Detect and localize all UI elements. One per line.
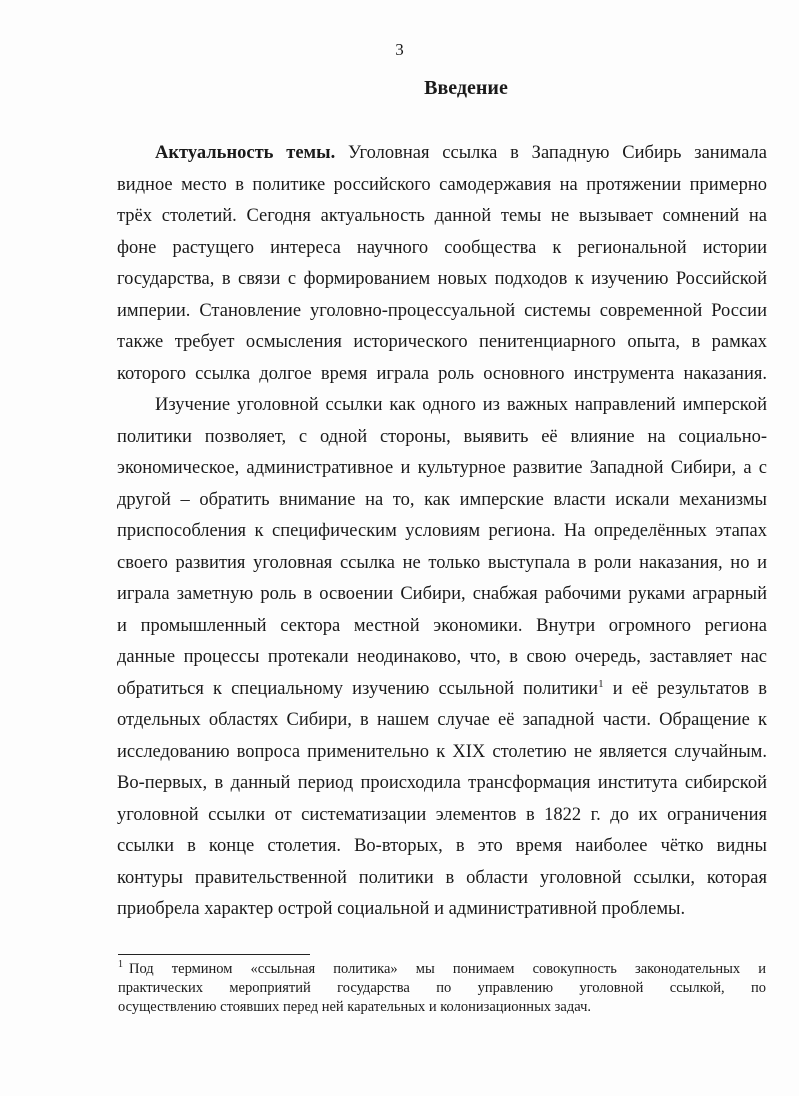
footnote-line: осуществлению стоявших перед ней карательных и колонизационных задач. bbox=[118, 999, 591, 1015]
section-heading: Введение bbox=[424, 77, 508, 99]
paragraph2-line: отдельных областях Сибири, в нашем случае её западной части. Обращение к bbox=[117, 710, 767, 730]
page-number: 3 bbox=[395, 40, 404, 59]
paragraph2-line: контуры правительственной политики в области уголовной ссылки, которая bbox=[117, 867, 767, 888]
paragraph2-line: исследованию вопроса применительно к XIX столетию не является случайным. bbox=[117, 741, 767, 762]
paragraph1-line: видное место в политике российского самодержавия на протяжении примерно bbox=[117, 174, 767, 195]
paragraph2-line: Изучение уголовной ссылки как одного из важных направлений имперской bbox=[155, 395, 767, 415]
paragraph2-line: и промышленный сектора местной экономики. Внутри огромного региона bbox=[117, 615, 767, 636]
paragraph2-line: ссылки в конце столетия. Во-вторых, в это время наиболее чётко видны bbox=[117, 836, 767, 856]
paragraph1-line: государства, в связи с формированием новых подходов к изучению Российской bbox=[117, 269, 767, 289]
body-text bbox=[117, 138, 767, 926]
paragraph2-line: другой – обратить внимание на то, как имперские власти искали механизмы bbox=[117, 489, 767, 510]
footnote-divider bbox=[118, 954, 310, 955]
paragraph2-line: приобрела характер острой социальной и административной проблемы. bbox=[117, 899, 686, 919]
paragraph1-line: трёх столетий. Сегодня актуальность данной темы не вызывает сомнений на bbox=[117, 206, 767, 226]
paragraph1-lead: Актуальность темы. bbox=[155, 143, 336, 163]
footnote bbox=[118, 960, 766, 1017]
footnote-mark: 1 bbox=[118, 960, 123, 971]
paragraph2-line: Во-первых, в данный период происходила трансформация института сибирской bbox=[117, 773, 767, 793]
paragraph2-line: политики позволяет, с одной стороны, выявить её влияние на социально- bbox=[117, 426, 767, 447]
paragraph1-line: фоне растущего интереса научного сообщества к региональной истории bbox=[117, 237, 767, 258]
paragraph1-line: Актуальность темы. Уголовная ссылка в Западную Сибирь занимала bbox=[155, 143, 767, 163]
paragraph2-line: своего развития уголовная ссылка не только выступала в роли наказания, но и bbox=[117, 552, 767, 573]
paragraph1-line: которого ссылка долгое время играла роль основного инструмента наказания. bbox=[117, 363, 767, 384]
paragraph2-line: играла заметную роль в освоении Сибири, снабжая рабочими руками аграрный bbox=[117, 584, 767, 604]
footnote-reference[interactable]: 1 bbox=[598, 677, 604, 690]
paragraph2-line: данные процессы протекали неодинаково, что, в свою очередь, заставляет нас bbox=[117, 647, 767, 667]
footnote-line: практических мероприятий государства по управлению уголовной ссылкой, по bbox=[118, 980, 766, 996]
paragraph2-line: приспособления к специфическим условиям региона. На определённых этапах bbox=[117, 521, 767, 541]
paragraph2-line: экономическое, административное и культурное развитие Западной Сибири, а с bbox=[117, 458, 767, 478]
paragraph2-line-with-note: обратиться к специальному изучению ссыльной политики$^1$ и её результатов в bbox=[117, 677, 767, 699]
paragraph1-line: империи. Становление уголовно-процессуальной системы современной России bbox=[117, 300, 767, 321]
paragraph1-line: также требует осмысления исторического пенитенциарного опыта, в рамках bbox=[117, 332, 767, 352]
footnote-line: $^1$ Под термином «ссыльная политика» мы понимаем совокупность законодательных и bbox=[118, 960, 766, 977]
paragraph2-line: уголовной ссылки от систематизации элементов в 1822 г. до их ограничения bbox=[117, 804, 767, 825]
